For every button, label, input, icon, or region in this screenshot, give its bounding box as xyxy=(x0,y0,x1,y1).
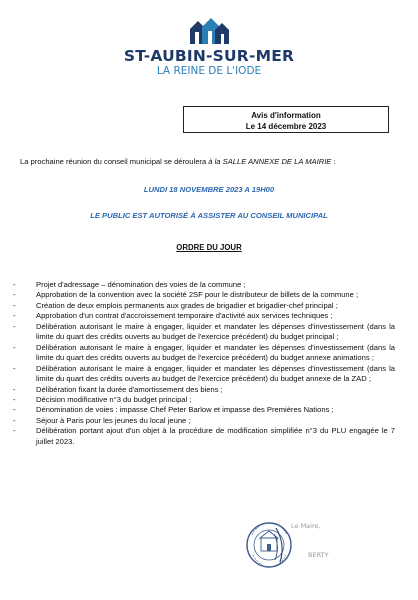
notice-date: Le 14 décembre 2023 xyxy=(245,121,327,131)
notice-box xyxy=(183,106,389,133)
meeting-date: LUNDI 18 NOVEMBRE 2023 A 19H00 xyxy=(143,185,275,194)
agenda-item xyxy=(13,405,395,415)
agenda-item-text: Approbation d'un contrat d'accroissement temporaire d'activité aux services techniques ; xyxy=(36,311,333,321)
intro-text-after: : xyxy=(331,157,336,166)
bullet-dash: - xyxy=(13,363,16,373)
agenda-item xyxy=(13,343,395,364)
bullet-dash: - xyxy=(13,394,16,404)
notice-title: Avis d'information xyxy=(251,111,321,120)
bullet-dash: - xyxy=(13,384,16,394)
agenda-item-text: Création de deux emplois permanents aux grades de brigadier et brigadier-chef principal ; xyxy=(36,300,338,310)
mayor-label: Le Maire, xyxy=(291,522,321,530)
agenda-item xyxy=(13,395,395,405)
agenda-item xyxy=(13,311,395,321)
municipal-logo xyxy=(0,16,418,78)
bullet-dash: - xyxy=(13,290,16,300)
houses-icon xyxy=(187,16,231,46)
public-notice: LE PUBLIC EST AUTORISÉ À ASSISTER AU CONSEIL MUNICIPAL xyxy=(90,211,328,220)
agenda-item xyxy=(13,426,395,447)
agenda-item-text: Délibération autorisant le maire à engager, liquider et mandater les dépenses d'investissement (dans la limite du quart des crédits ouverts au budget de l'exercice précédent) du budget annexe animations ; xyxy=(36,342,395,363)
mayor-name: BERTY xyxy=(308,551,329,559)
mairie-stamp xyxy=(244,520,294,570)
bullet-dash: - xyxy=(13,311,16,321)
bullet-dash: - xyxy=(13,426,16,436)
agenda-item-text: Délibération autorisant le maire à engager, liquider et mandater les dépenses d'investissement (dans la limite du quart des crédits ouverts au budget de l'exercice précédent) du budget annexe de la ZAD ; xyxy=(36,363,395,384)
agenda-item-text: Délibération fixant la durée d'amortissement des biens ; xyxy=(36,384,223,394)
agenda-item xyxy=(13,290,395,300)
intro-paragraph xyxy=(20,157,410,167)
agenda-item-text: Approbation de la convention avec la société 2SF pour le distributeur de billets de la commune ; xyxy=(36,290,359,300)
agenda-item-text: Dénomination de voies : impasse Chef Peter Barlow et impasse des Premières Nations ; xyxy=(36,405,334,415)
agenda-item xyxy=(13,280,395,290)
bullet-dash: - xyxy=(13,405,16,415)
agenda-item-text: Séjour à Paris pour les jeunes du local jeune ; xyxy=(36,415,191,425)
bullet-dash: - xyxy=(13,342,16,352)
agenda-item xyxy=(13,364,395,385)
logo-name: ST-AUBIN-SUR-MER xyxy=(123,47,295,65)
agenda-item xyxy=(13,301,395,311)
bullet-dash: - xyxy=(13,321,16,331)
agenda-item-text: Délibération autorisant le maire à engager, liquider et mandater les dépenses d'investissement (dans la limite du quart des crédits ouverts au budget de l'exercice précédent) du budget principal ; xyxy=(36,321,395,342)
bullet-dash: - xyxy=(13,415,16,425)
bullet-dash: - xyxy=(13,300,16,310)
intro-text-before: La prochaine réunion du conseil municipal se déroulera xyxy=(20,157,209,166)
agenda-item-text: Décision modificative n°3 du budget principal ; xyxy=(36,394,192,404)
agenda-item-text: Délibération portant ajout d'un objet à la procédure de modification simplifiée n°3 du PLU engagée le 7 juillet 2023. xyxy=(36,426,395,446)
agenda-item xyxy=(13,416,395,426)
logo-tagline: LA REINE DE L'IODE xyxy=(156,65,262,77)
agenda-list xyxy=(13,280,395,447)
bullet-dash: - xyxy=(13,280,16,289)
agenda-title: ORDRE DU JOUR xyxy=(176,243,242,252)
intro-location: à la SALLE ANNEXE DE LA MAIRIE xyxy=(208,157,332,166)
agenda-item xyxy=(13,322,395,343)
agenda-item-text: Projet d'adressage – dénomination des voies de la commune ; xyxy=(36,280,246,289)
agenda-item xyxy=(13,385,395,395)
